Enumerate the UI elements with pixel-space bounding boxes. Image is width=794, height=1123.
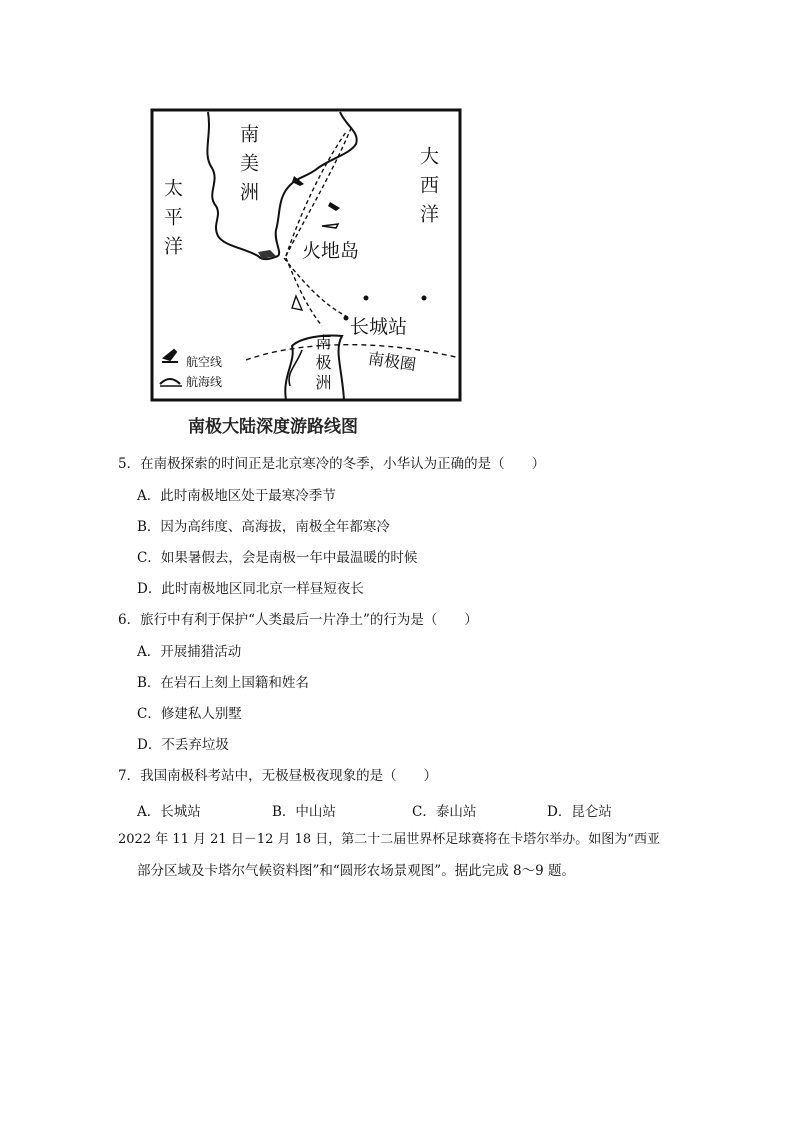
question-6-option-a: A．开展捕猎活动 <box>137 644 242 660</box>
question-6-stem: 6．旅行中有利于保护“人类最后一片净土”的行为是（ ） <box>118 612 478 628</box>
map-caption: 南极大陆深度游路线图 <box>188 417 358 437</box>
question-7-stem: 7．我国南极科考站中，无极昼极夜现象的是（ ） <box>118 768 438 784</box>
question-6-option-c: C．修建私人别墅 <box>137 706 242 722</box>
question-7-options <box>137 800 697 818</box>
question-7-option-d: D．昆仑站 <box>547 804 612 820</box>
question-5-option-c: C．如果暑假去，会是南极一年中最温暖的时候 <box>137 550 418 566</box>
intro-line-1: 2022 年 11 月 21 日－12 月 18 日，第二十二届世界杯足球赛将在卡塔尔举办。如图为“西亚 <box>118 832 660 847</box>
legend-sea-label: 航海线 <box>186 375 223 389</box>
label-antarctica: 南极洲 <box>313 334 332 394</box>
question-5-stem: 5．在南极探索的时间正是北京寒冷的冬季，小华认为正确的是（ ） <box>118 456 546 472</box>
question-7-option-c: C．泰山站 <box>412 804 477 820</box>
question-5-option-d: D．此时南极地区同北京一样昼短夜长 <box>137 581 364 597</box>
intro-line-2: 部分区域及卡塔尔气候资料图”和“圆形农场景观图”。据此完成 8～9 题。 <box>137 863 575 879</box>
label-atlantic: 大西洋 <box>417 146 439 233</box>
label-antarctic-circle: 南极圈 <box>366 348 418 375</box>
label-pacific: 太平洋 <box>161 178 183 265</box>
label-fire-island: 火地岛 <box>302 240 360 262</box>
question-7-option-a: A．长城站 <box>137 804 201 820</box>
question-5-option-a: A．此时南极地区处于最寒冷季节 <box>137 488 336 504</box>
question-6-option-d: D．不丢弃垃圾 <box>137 737 229 753</box>
question-5-option-b: B．因为高纬度、高海拔，南极全年都寒冷 <box>137 519 390 535</box>
question-7-option-b: B．中山站 <box>272 804 336 820</box>
question-6-option-b: B．在岩石上刻上国籍和姓名 <box>137 675 309 691</box>
antarctic-route-map <box>146 106 464 404</box>
label-great-wall-station: 长城站 <box>350 316 408 338</box>
label-south-america: 南美洲 <box>237 124 259 211</box>
legend-air-label: 航空线 <box>186 355 223 369</box>
